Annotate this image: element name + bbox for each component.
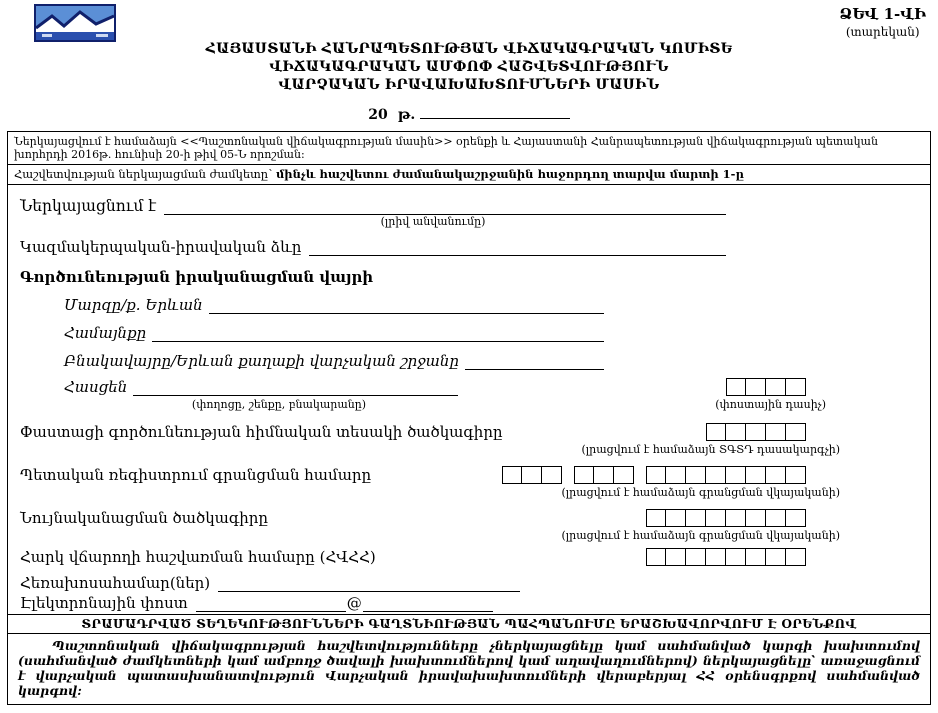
form-code-block <box>839 5 926 39</box>
box-cell[interactable] <box>706 466 726 484</box>
box-cell[interactable] <box>726 509 746 527</box>
email-domain-input-line[interactable] <box>363 596 493 612</box>
liability-warning: Պաշտոնական վիճակագրության հաշվետվությունները չներկայացնելը կամ սահմանված կարգի խախտումով (սահմանված ժամկետների կամ ամբողջ ծավալի խախտումներով կամ աղավաղումներով) ներկայացնելը՝ առաջացնում է վարչական պատասխանատվություն Վարչական իրավախախտումների վերաբերյալ ՀՀ օրենսգրքով սահմանված կարգով: <box>18 638 920 698</box>
registry-boxes-group2[interactable] <box>574 466 634 484</box>
box-cell[interactable] <box>686 509 706 527</box>
box-cell[interactable] <box>766 378 786 396</box>
box-cell[interactable] <box>666 548 686 566</box>
community-input-line[interactable] <box>152 326 604 342</box>
box-cell[interactable] <box>686 548 706 566</box>
settlement-input-line[interactable] <box>465 354 604 370</box>
address-input-line[interactable] <box>133 380 458 396</box>
box-cell[interactable] <box>786 466 806 484</box>
box-cell[interactable] <box>766 423 786 441</box>
box-cell[interactable] <box>646 466 666 484</box>
box-cell[interactable] <box>786 423 806 441</box>
submitter-label: Ներկայացնում է <box>20 197 157 215</box>
phone-label: Հեռախոսահամար(ներ) <box>20 574 211 592</box>
box-cell[interactable] <box>766 548 786 566</box>
form-main-box <box>7 131 931 705</box>
postal-code-boxes[interactable] <box>726 378 806 396</box>
box-cell[interactable] <box>786 548 806 566</box>
box-cell[interactable] <box>594 466 614 484</box>
settlement-label: Բնակավայրը/Երևան քաղաքի վարչական շրջանը <box>64 352 459 370</box>
email-local-input-line[interactable] <box>196 596 346 612</box>
box-cell[interactable] <box>706 548 726 566</box>
deadline-text: Հաշվետվության ներկայացման ժամկետը՝ <box>14 167 276 181</box>
address-label: Հասցեն <box>64 378 128 396</box>
registry-number-hint: (լրացվում է համաձայն գրանցման վկայականի) <box>561 486 840 499</box>
region-input-line[interactable] <box>209 298 604 314</box>
box-cell[interactable] <box>666 466 686 484</box>
submitter-input-line[interactable] <box>164 199 726 215</box>
email-at-sign: @ <box>346 594 362 612</box>
id-code-hint: (լրացվում է համաձայն գրանցման վկայականի) <box>561 529 840 542</box>
deadline-note <box>8 165 930 185</box>
form-code: ՁԵՎ 1-ՎԻ <box>839 5 926 23</box>
box-cell[interactable] <box>502 466 522 484</box>
box-cell[interactable] <box>746 466 766 484</box>
box-cell[interactable] <box>766 509 786 527</box>
address-hint: (փողոցը, շենքը, բնակարանը) <box>191 398 367 411</box>
box-cell[interactable] <box>706 423 726 441</box>
report-type-title: ՎԻՃԱԿԱԳՐԱԿԱՆ ԱՄՓՈՓ ՀԱՇՎԵՏՎՈՒԹՅՈՒՆ <box>269 59 669 75</box>
box-cell[interactable] <box>746 548 766 566</box>
year-row <box>0 104 938 123</box>
submitter-hint: (լրիվ անվանումը) <box>380 215 486 228</box>
box-cell[interactable] <box>706 509 726 527</box>
report-subject-title: ՎԱՐՉԱԿԱՆ ԻՐԱՎԱԽԱԽՏՈՒՄՆԵՐԻ ՄԱՍԻՆ <box>278 77 660 93</box>
box-cell[interactable] <box>686 466 706 484</box>
tin-boxes[interactable] <box>646 548 806 566</box>
year-prefix: 20 <box>368 107 388 123</box>
registry-boxes-group1[interactable] <box>502 466 562 484</box>
tin-label: Հարկ վճարողի հաշվառման համարը (ՀՎՀՀ) <box>20 548 376 566</box>
box-cell[interactable] <box>746 423 766 441</box>
box-cell[interactable] <box>746 509 766 527</box>
id-code-label: Նույնականացման ծածկագիրը <box>20 509 269 527</box>
confidentiality-notice: ՏՐԱՄԱԴՐՎԱԾ ՏԵՂԵԿՈՒԹՅՈՒՆՆԵՐԻ ԳԱՂՏՆԻՈՒԹՅԱՆ ՊԱՀՊԱՆՈՒՄԸ ԵՐԱՇԽԱՎՈՐՎՈՒՄ Է ՕՐԵՆՔՈՎ <box>8 614 930 634</box>
box-cell[interactable] <box>766 466 786 484</box>
legal-form-label: Կազմակերպական-իրավական ձևը <box>20 238 302 256</box>
armstat-logo-icon <box>34 4 116 42</box>
box-cell[interactable] <box>726 423 746 441</box>
box-cell[interactable] <box>786 509 806 527</box>
box-cell[interactable] <box>786 378 806 396</box>
deadline-emphasis: մինչև հաշվետու ժամանակաշրջանին հաջորդող տարվա մարտի 1-ը <box>275 167 744 181</box>
email-label: Էլեկտրոնային փոստ <box>20 594 188 612</box>
year-input-line[interactable] <box>420 104 570 119</box>
phone-input-line[interactable] <box>218 576 520 592</box>
activity-code-boxes[interactable] <box>706 423 806 441</box>
box-cell[interactable] <box>726 378 746 396</box>
box-cell[interactable] <box>574 466 594 484</box>
box-cell[interactable] <box>746 378 766 396</box>
location-section-title: Գործունեության իրականացման վայրի <box>20 268 374 286</box>
box-cell[interactable] <box>666 509 686 527</box>
box-cell[interactable] <box>646 548 666 566</box>
box-cell[interactable] <box>726 466 746 484</box>
activity-code-hint: (լրացվում է համաձայն ՏԳՏԴ դասակարգչի) <box>581 443 840 456</box>
box-cell[interactable] <box>646 509 666 527</box>
box-cell[interactable] <box>614 466 634 484</box>
activity-code-label: Փաստացի գործունեության հիմնական տեսակի ծածկագիրը <box>20 423 503 441</box>
postal-hint: (փոստային դասիչ) <box>715 398 826 411</box>
registry-number-label: Պետական ռեգիստրում գրանցման համարը <box>20 466 372 484</box>
legal-form-input-line[interactable] <box>309 240 726 256</box>
community-label: Համայնքը <box>64 324 147 342</box>
box-cell[interactable] <box>542 466 562 484</box>
form-titles <box>0 40 938 94</box>
form-body <box>8 185 930 614</box>
legal-basis-note: Ներկայացվում է համաձայն <<Պաշտոնական վիճակագրության մասին>> օրենքի և Հայաստանի Հանրապետության վիճակագրության պետական խորհրդի 2016թ. հունիսի 20-ի թիվ 05-Ն որոշման: <box>8 132 930 165</box>
region-label: Մարզը/ք. Երևան <box>64 296 203 314</box>
form-periodicity: (տարեկան) <box>845 25 920 39</box>
box-cell[interactable] <box>726 548 746 566</box>
box-cell[interactable] <box>522 466 542 484</box>
year-label: թ. <box>397 107 416 123</box>
id-code-boxes[interactable] <box>646 509 806 527</box>
registry-boxes-group3[interactable] <box>646 466 806 484</box>
committee-title: ՀԱՅԱՍՏԱՆԻ ՀԱՆՐԱՊԵՏՈՒԹՅԱՆ ՎԻՃԱԿԱԳՐԱԿԱՆ ԿՈՄԻՏԵ <box>205 41 733 57</box>
